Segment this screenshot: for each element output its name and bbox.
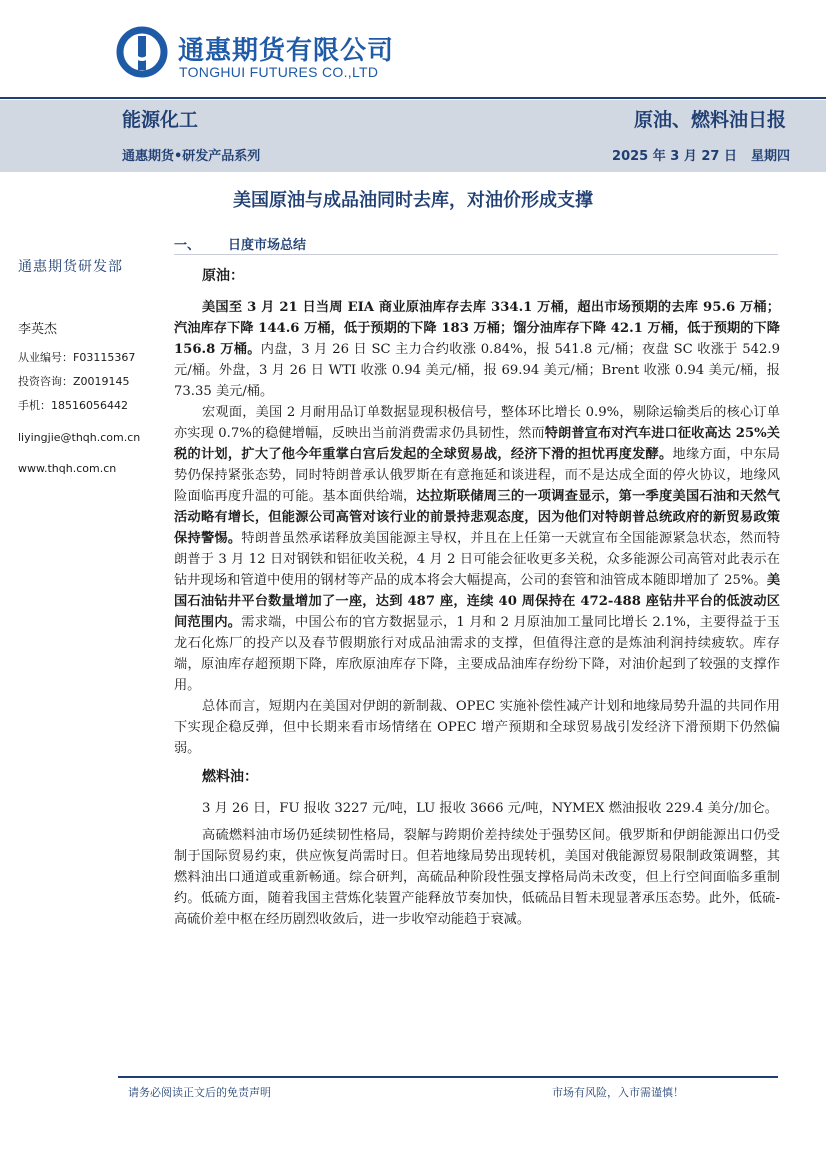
crude-p2-text-c: 地缘方面，中东局势仍保持紧张态势，同时特朗普承认俄罗斯在有意拖延和谈进程，而不是达成全面的停火协议，地缘风险面临再度升温的可能。基本面供给端， [174, 447, 780, 504]
crude-heading: 原油： [202, 268, 244, 284]
crude-p2-bold-b: 特朗普宣布对汽车进口征收高达 25%关税的计划，扩大了他今年重掌白宫后发起的全球贸易战，经济下滑的担忧再度发酵。 [174, 426, 780, 462]
phone-number: 手机：18516056442 [18, 399, 128, 412]
email-link[interactable]: liyingjie@thqh.com.cn [18, 431, 141, 444]
crude-p2-bold-d: 达拉斯联储周三的一项调查显示，第一季度美国石油和天然气活动略有增长，但能源公司高管对该行业的前景持悲观态度，因为他们对特朗普总统政府的新贸易政策保持警惕。 [174, 489, 780, 546]
crude-p2-text-a: 宏观面，美国 2 月耐用品订单数据显现积极信号，整体环比增长 0.9%，剔除运输类后的核心订单亦实现 0.7%的稳健增幅，反映出当前消费需求仍具韧性，然而 [174, 405, 780, 441]
report-date [612, 145, 790, 164]
crude-paragraph-1 [174, 297, 780, 402]
crude-p1-rest: 内盘，3 月 26 日 SC 主力合约收涨 0.84%，报 541.8 元/桶；夜盘 SC 收涨于 542.9 元/桶。外盘，3 月 26 日 WTI 收涨 0.94 美元/桶，报 69.94 美元/桶；Brent 收涨 0.94 美元/桶，报 73.35 美元/桶。 [174, 342, 781, 399]
section-number: 一、 [174, 238, 201, 253]
crude-p1-bold: 美国至 3 月 21 日当周 EIA 商业原油库存去库 334.1 万桶，超出市场预期的去库 95.6 万桶；汽油库存下降 144.6 万桶，低于预期的下降 183 万桶；馏分油库存下降 42.1 万桶，低于预期的下降 156.8 万桶。 [174, 300, 780, 357]
report-title: 原油、燃料油日报 [633, 109, 786, 131]
license-number: 从业编号：F03115367 [18, 351, 136, 364]
crude-p2-text-g: 需求端，中国公布的官方数据显示，1 月和 2 月原油加工量同比增长 2.1%，主要得益于玉龙石化炼厂的投产以及春节假期旅行对成品油需求的支撑，但值得注意的是炼油利润持续疲软。库存端，原油库存超预期下降，库欣原油库存下降，主要成品油库存纷纷下降，对油价起到了较强的支撑作用。 [174, 615, 780, 693]
footer-risk-notice: 市场有风险，入市需谨慎！ [552, 1086, 684, 1099]
section-divider [174, 254, 778, 255]
section-title: 日度市场总结 [228, 238, 307, 253]
crude-p2-text-e: 特朗普虽然承诺释放美国能源主导权，并且在上任第一天就宣布全国能源紧急状态，然而特朗普于 3 月 12 日对钢铁和铝征收关税，4 月 2 日可能会征收更多关税，众多能源公司高管对此表示在钻井现场和管道中使用的钢材等产品的成本将会大幅提高，公司的套管和油管成本随即增加了 25%。 [174, 531, 781, 588]
report-weekday: 星期四 [750, 149, 790, 164]
report-series: 通惠期货•研发产品系列 [122, 149, 261, 164]
header-rule [0, 97, 826, 99]
company-logo-icon [116, 26, 168, 78]
company-name-en: TONGHUI FUTURES CO.,LTD [179, 64, 379, 80]
report-date-text: 2025 年 3 月 27 日 [612, 149, 737, 164]
crude-p2-bold-f: 美国石油钻井平台数量增加了一座，达到 487 座，连续 40 周保持在 472-488 座钻井平台的低波动区间范围内。 [174, 573, 780, 630]
footer-disclaimer: 请务必阅读正文后的免责声明 [128, 1086, 271, 1099]
website-link[interactable]: www.thqh.com.cn [18, 462, 117, 475]
report-body [174, 262, 780, 930]
company-logo [116, 26, 416, 86]
section-heading [174, 234, 306, 253]
report-category: 能源化工 [122, 109, 199, 131]
footer-rule [118, 1076, 778, 1078]
crude-paragraph-2 [174, 402, 780, 696]
consult-number: 投资咨询：Z0019145 [18, 375, 130, 388]
fuel-heading: 燃料油： [202, 769, 258, 785]
fuel-paragraph-1: 3 月 26 日，FU 报收 3227 元/吨，LU 报收 3666 元/吨，NYMEX 燃油报收 229.4 美分/加仑。 [202, 801, 778, 816]
research-dept: 通惠期货研发部 [18, 259, 123, 275]
fuel-paragraph-2: 高硫燃料油市场仍延续韧性格局，裂解与跨期价差持续处于强势区间。俄罗斯和伊朗能源出口仍受制于国际贸易约束，供应恢复尚需时日。但若地缘局势出现转机，美国对俄能源贸易限制政策调整，其燃料油出口通道或重新畅通。综合研判，高硫品种阶段性强支撑格局尚未改变，但上行空间面临多重制约。低硫方面，随着我国主营炼化装置产能释放节奏加快，低硫品目暂未现显著承压态势。此外，低硫-高硫价差中枢在经历剧烈收敛后，进一步收窄动能趋于衰减。 [174, 828, 780, 927]
page-headline: 美国原油与成品油同时去库，对油价形成支撑 [233, 190, 593, 211]
company-name-cn: 通惠期货有限公司 [178, 36, 395, 66]
analyst-name: 李英杰 [18, 322, 58, 337]
crude-paragraph-3: 总体而言，短期内在美国对伊朗的新制裁、OPEC 实施补偿性减产计划和地缘局势升温的共同作用下实现企稳反弹，但中长期来看市场情绪在 OPEC 增产预期和全球贸易战引发经济下滑预期下仍然偏弱。 [174, 699, 780, 756]
author-sidebar [18, 256, 158, 483]
